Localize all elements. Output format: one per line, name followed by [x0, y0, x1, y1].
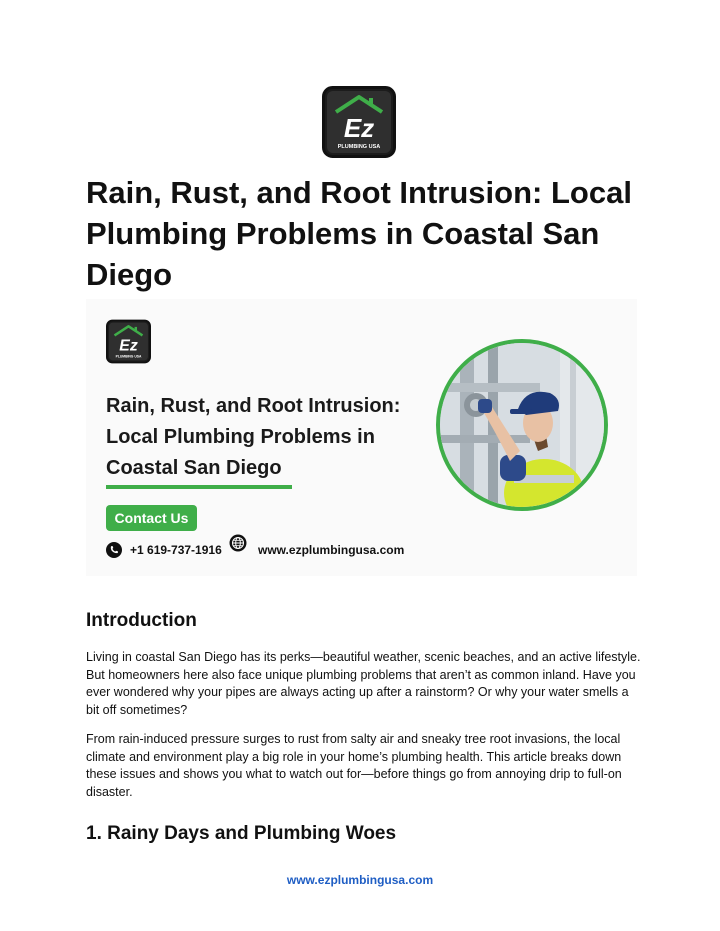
banner-logo-mark	[106, 319, 151, 364]
phone-icon	[106, 542, 122, 558]
footer-url[interactable]: www.ezplumbingusa.com	[286, 873, 434, 887]
plumber-photo	[436, 339, 608, 511]
section-heading-rainy-days: 1. Rainy Days and Plumbing Woes	[86, 823, 397, 844]
logo-tagline: PLUMBING USA	[337, 144, 381, 150]
banner-logo-letters: Ez	[119, 337, 138, 355]
phone-row	[106, 541, 222, 559]
page-title: Rain, Rust, and Root Intrusion: Local Plumbing Problems in Coastal San Diego	[86, 175, 632, 292]
globe-icon	[229, 534, 247, 552]
banner-logo-tagline: PLUMBING USA	[115, 354, 142, 359]
logo-letters: Ez	[343, 113, 375, 143]
hero-banner	[86, 299, 637, 576]
intro-paragraph-1: Living in coastal San Diego has its perks—beautiful weather, scenic beaches, and an active lifestyle. But homeowners here also face unique plumbing problems that aren’t as common inland. Have you ever wondered why your pipes are always acting up after a rainstorm? Or why your water smells a bit off sometimes?	[86, 650, 641, 717]
banner-website: www.ezplumbingusa.com	[258, 543, 405, 557]
plumber-illustration	[440, 343, 604, 507]
contact-us-button[interactable]: Contact Us	[106, 505, 197, 531]
section-heading-introduction: Introduction	[86, 610, 197, 631]
logo-mark	[322, 86, 396, 158]
intro-paragraph-2: From rain-induced pressure surges to rust from salty air and sneaky tree root invasions, the local climate and environment play a big role in your home’s plumbing health. This article breaks down these issues and shows you what to watch out for—before things go from annoying drip to full-on disaster.	[86, 732, 622, 799]
banner-headline: Rain, Rust, and Root Intrusion: Local Plumbing Problems in Coastal San Diego	[106, 395, 401, 479]
brand-logo	[322, 86, 396, 158]
banner-phone: +1 619-737-1916	[130, 543, 222, 557]
banner-logo	[106, 319, 151, 364]
banner-divider	[106, 485, 292, 489]
